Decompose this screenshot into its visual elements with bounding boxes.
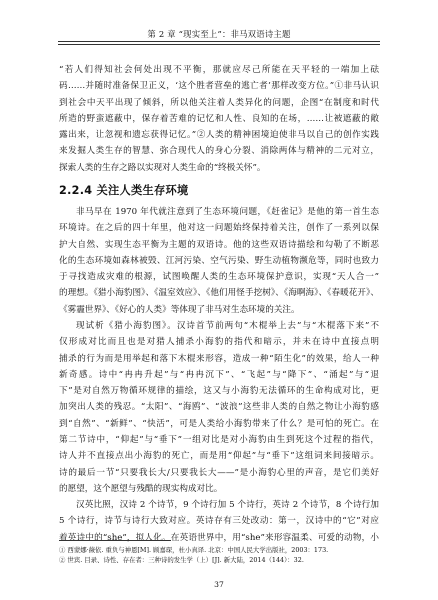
text-line: 到社会中天平出现了倾斜，所以他关注着人类异化的问题，企图“在制度和时代 <box>59 97 379 108</box>
text-line: 码……并随时准备保卫正义，‘这个胜者营垒的逃亡者’那样改变方位。”①非马认识 <box>59 81 379 92</box>
text-line: 仅形成对比而且也是对猎人捕杀小海豹的指代和暗示，并未在诗中直接点明 <box>59 337 379 348</box>
header-rule <box>58 41 380 42</box>
text-line: 诗人并不直接点出小海豹的死亡，而是用“仰起”与“垂下”这组词来间接暗示。 <box>59 451 379 462</box>
text-line: 非马早在 1970 年代就注意到了生态环境问题，《赶雀记》是他的第一首生态 <box>76 207 379 217</box>
footnotes <box>59 545 379 565</box>
text-line: 新奇感。诗中“冉冉升起”与“冉冉沉下”、“飞起”与“降下”、“涌起”与“退 <box>59 369 379 380</box>
running-head: 第 2 章 “现实至上”：非马双语诗主题 <box>147 29 291 39</box>
section-heading: 2.2.4 关注人类生存环境 <box>59 184 189 197</box>
paragraph-ecology-intro <box>59 204 379 318</box>
paragraph-poem-analysis <box>59 318 379 497</box>
text-line: 下”是对自然万物循环规律的描绘，这又与小海豹无法循环的生命构成对比，更 <box>59 386 379 397</box>
footnote-rule <box>59 540 171 541</box>
text-line: 现试析《猎小海豹图》。汉诗首节前两句“木棍举上去”与“木棍落下来”不 <box>76 321 379 331</box>
text-line: 所造的野蛮遮蔽中，保存着苦难的记忆和人性、良知的在场，……让被遮蔽的敞 <box>59 113 379 124</box>
intro-paragraph <box>59 62 379 176</box>
text-line: 加突出人类的残忍。“太阳”、“海鸥”、“波浪”这些非人类的自然之物让小海豹感 <box>59 402 379 413</box>
text-line: 着英诗中的“she”，拟人化。在英语世界中，用“she”来形容温柔、可爱的动物，小 <box>59 532 379 543</box>
text-line: 露出来，让忽视和遗忘获得记忆。”②人类的精神困境迫使非马以自己的创作实践 <box>59 130 379 141</box>
text-line: 探索人类的生存之路以实现对人类生命的“终极关怀”。 <box>59 162 266 173</box>
footnote: ① 西蒙娜·薇依. 重负与神恩[M]. 顾嘉琛，杜小真译. 北京：中国人民大学出版社，2003：173. <box>59 546 329 554</box>
text-line: 诗的最后一节“只要我长大/只要我长大——”是小海豹心里的声音，是它们美好 <box>59 467 379 478</box>
footnote: ② 世宾. 目录、诗性、存在者：三种诗的发生学（上）[J]. 新大陆，2014（144）：32. <box>59 556 304 564</box>
text-line: 到“自然”、“新鲜”、“快活”，可是人类给小海豹带来了什么？是可怕的死亡。在 <box>59 418 379 429</box>
text-line: 汉英比照，汉诗 2 个诗节，9 个诗行加 5 个诗行，英诗 2 个诗节，8 个诗行加 <box>76 500 379 510</box>
text-line: 5 个诗行，诗节与诗行大致对应。英诗存有三处改动：第一，汉诗中的“它”对应 <box>59 516 379 527</box>
paragraph-comparison <box>59 497 379 546</box>
text-line: 捕杀的行为而是用举起和落下木棍来形容，造成一种“陌生化”的效果，给人一种 <box>59 353 379 364</box>
text-line: 的理想。《猎小海豹图》、《温室效应》、《他们用怪手挖树》、《海啊海》、《春暖花开》、 <box>59 288 379 299</box>
text-line: 的愿望，这个愿望与残酷的现实构成对比。 <box>59 483 223 494</box>
page-number: 37 <box>214 580 224 589</box>
text-line: 《雾霾世界》、《好心的人类》等体现了非马对生态环境的关注。 <box>59 304 300 315</box>
text-line: 第二节诗中，“仰起”与“垂下”一组对比是对小海豹由生到死这个过程的指代， <box>59 435 379 446</box>
text-line: 来发掘人类生存的智慧、弥合现代人的身心分裂、消除两体与精神的二元对立， <box>59 146 379 157</box>
text-line: “若人们得知社会何处出现不平衡，那就应尽己所能在天平轻的一端加上砝 <box>59 65 379 75</box>
text-line: 护大自然、实现生态平衡为主题的双语诗。他的这些双语诗描绘和勾勒了不断恶 <box>59 239 379 250</box>
text-line: 于寻找造成灾难的根源，试图唤醒人类的生态环境保护意识，实现“天人合一” <box>59 272 379 283</box>
text-line: 环境诗。在之后的四十年里，他对这一问题始终保持着关注，创作了一系列以保 <box>59 223 379 234</box>
header-rule-thin <box>58 44 380 45</box>
text-line: 化的生态环境如森林被毁、江河污染、空气污染、野生动植物濒危等，同时也致力 <box>59 255 379 266</box>
